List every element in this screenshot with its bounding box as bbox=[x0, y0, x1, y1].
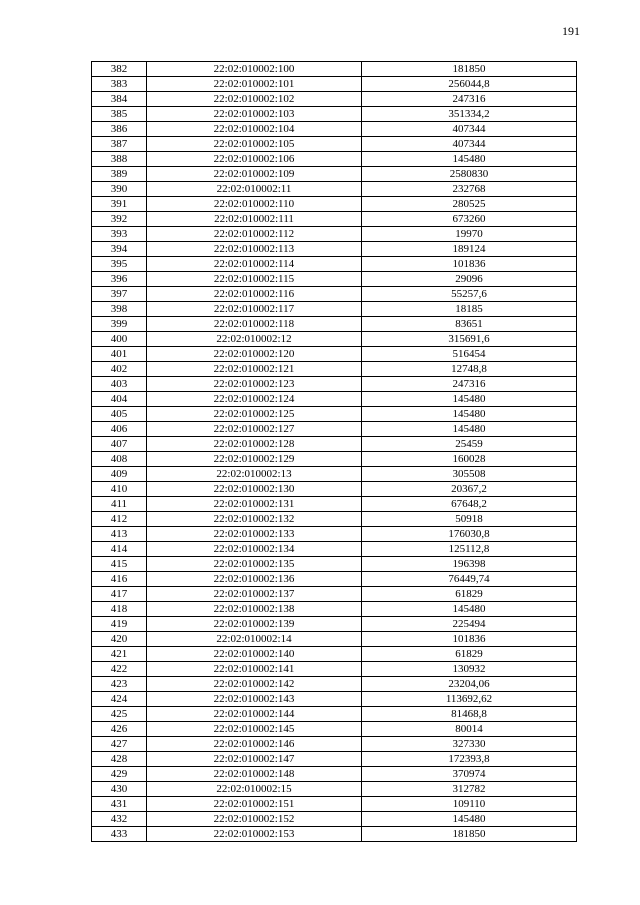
table-row bbox=[92, 167, 577, 182]
cadastral-number-cell: 22:02:010002:128 bbox=[147, 437, 362, 452]
cadastral-number-cell: 22:02:010002:142 bbox=[147, 677, 362, 692]
cadastral-number-cell: 22:02:010002:101 bbox=[147, 77, 362, 92]
table-row bbox=[92, 737, 577, 752]
value-cell: 61829 bbox=[362, 647, 577, 662]
table-row bbox=[92, 107, 577, 122]
row-number-cell: 419 bbox=[92, 617, 147, 632]
cadastral-number-cell: 22:02:010002:145 bbox=[147, 722, 362, 737]
cadastral-number-cell: 22:02:010002:14 bbox=[147, 632, 362, 647]
row-number-cell: 422 bbox=[92, 662, 147, 677]
cadastral-number-cell: 22:02:010002:124 bbox=[147, 392, 362, 407]
cadastral-number-cell: 22:02:010002:12 bbox=[147, 332, 362, 347]
row-number-cell: 390 bbox=[92, 182, 147, 197]
table-row bbox=[92, 557, 577, 572]
row-number-cell: 432 bbox=[92, 812, 147, 827]
value-cell: 176030,8 bbox=[362, 527, 577, 542]
row-number-cell: 404 bbox=[92, 392, 147, 407]
value-cell: 101836 bbox=[362, 632, 577, 647]
value-cell: 145480 bbox=[362, 422, 577, 437]
row-number-cell: 429 bbox=[92, 767, 147, 782]
value-cell: 12748,8 bbox=[362, 362, 577, 377]
value-cell: 370974 bbox=[362, 767, 577, 782]
row-number-cell: 392 bbox=[92, 212, 147, 227]
cadastral-number-cell: 22:02:010002:13 bbox=[147, 467, 362, 482]
row-number-cell: 399 bbox=[92, 317, 147, 332]
value-cell: 145480 bbox=[362, 392, 577, 407]
table-row bbox=[92, 407, 577, 422]
cadastral-number-cell: 22:02:010002:133 bbox=[147, 527, 362, 542]
value-cell: 20367,2 bbox=[362, 482, 577, 497]
table-row bbox=[92, 707, 577, 722]
value-cell: 125112,8 bbox=[362, 542, 577, 557]
cadastral-number-cell: 22:02:010002:151 bbox=[147, 797, 362, 812]
row-number-cell: 391 bbox=[92, 197, 147, 212]
row-number-cell: 388 bbox=[92, 152, 147, 167]
table-row bbox=[92, 122, 577, 137]
table-row bbox=[92, 767, 577, 782]
cadastral-table bbox=[91, 61, 577, 842]
value-cell: 67648,2 bbox=[362, 497, 577, 512]
value-cell: 145480 bbox=[362, 152, 577, 167]
row-number-cell: 416 bbox=[92, 572, 147, 587]
table-row bbox=[92, 347, 577, 362]
cadastral-number-cell: 22:02:010002:104 bbox=[147, 122, 362, 137]
table-row bbox=[92, 692, 577, 707]
row-number-cell: 407 bbox=[92, 437, 147, 452]
row-number-cell: 411 bbox=[92, 497, 147, 512]
row-number-cell: 403 bbox=[92, 377, 147, 392]
value-cell: 113692,62 bbox=[362, 692, 577, 707]
value-cell: 516454 bbox=[362, 347, 577, 362]
value-cell: 23204,06 bbox=[362, 677, 577, 692]
row-number-cell: 401 bbox=[92, 347, 147, 362]
cadastral-number-cell: 22:02:010002:148 bbox=[147, 767, 362, 782]
table-row bbox=[92, 527, 577, 542]
value-cell: 160028 bbox=[362, 452, 577, 467]
cadastral-number-cell: 22:02:010002:123 bbox=[147, 377, 362, 392]
row-number-cell: 405 bbox=[92, 407, 147, 422]
value-cell: 172393,8 bbox=[362, 752, 577, 767]
cadastral-number-cell: 22:02:010002:116 bbox=[147, 287, 362, 302]
value-cell: 29096 bbox=[362, 272, 577, 287]
row-number-cell: 427 bbox=[92, 737, 147, 752]
value-cell: 181850 bbox=[362, 827, 577, 842]
table-row bbox=[92, 422, 577, 437]
table-row bbox=[92, 662, 577, 677]
cadastral-number-cell: 22:02:010002:11 bbox=[147, 182, 362, 197]
table-row bbox=[92, 182, 577, 197]
value-cell: 225494 bbox=[362, 617, 577, 632]
table-row bbox=[92, 602, 577, 617]
row-number-cell: 410 bbox=[92, 482, 147, 497]
cadastral-number-cell: 22:02:010002:125 bbox=[147, 407, 362, 422]
cadastral-number-cell: 22:02:010002:117 bbox=[147, 302, 362, 317]
table-row bbox=[92, 302, 577, 317]
row-number-cell: 431 bbox=[92, 797, 147, 812]
cadastral-number-cell: 22:02:010002:114 bbox=[147, 257, 362, 272]
row-number-cell: 421 bbox=[92, 647, 147, 662]
row-number-cell: 400 bbox=[92, 332, 147, 347]
value-cell: 145480 bbox=[362, 602, 577, 617]
value-cell: 130932 bbox=[362, 662, 577, 677]
cadastral-number-cell: 22:02:010002:143 bbox=[147, 692, 362, 707]
value-cell: 407344 bbox=[362, 122, 577, 137]
cadastral-number-cell: 22:02:010002:136 bbox=[147, 572, 362, 587]
cadastral-number-cell: 22:02:010002:121 bbox=[147, 362, 362, 377]
value-cell: 109110 bbox=[362, 797, 577, 812]
value-cell: 80014 bbox=[362, 722, 577, 737]
value-cell: 55257,6 bbox=[362, 287, 577, 302]
table-row bbox=[92, 317, 577, 332]
row-number-cell: 426 bbox=[92, 722, 147, 737]
table-row bbox=[92, 197, 577, 212]
cadastral-number-cell: 22:02:010002:137 bbox=[147, 587, 362, 602]
table-row bbox=[92, 332, 577, 347]
cadastral-number-cell: 22:02:010002:153 bbox=[147, 827, 362, 842]
table-row bbox=[92, 137, 577, 152]
row-number-cell: 383 bbox=[92, 77, 147, 92]
cadastral-number-cell: 22:02:010002:139 bbox=[147, 617, 362, 632]
page-number: 191 bbox=[562, 24, 580, 38]
table-row bbox=[92, 542, 577, 557]
cadastral-number-cell: 22:02:010002:152 bbox=[147, 812, 362, 827]
table-row bbox=[92, 587, 577, 602]
value-cell: 101836 bbox=[362, 257, 577, 272]
table-row bbox=[92, 287, 577, 302]
cadastral-number-cell: 22:02:010002:102 bbox=[147, 92, 362, 107]
cadastral-number-cell: 22:02:010002:105 bbox=[147, 137, 362, 152]
row-number-cell: 425 bbox=[92, 707, 147, 722]
value-cell: 315691,6 bbox=[362, 332, 577, 347]
value-cell: 196398 bbox=[362, 557, 577, 572]
table-row bbox=[92, 812, 577, 827]
cadastral-number-cell: 22:02:010002:118 bbox=[147, 317, 362, 332]
table-row bbox=[92, 437, 577, 452]
value-cell: 305508 bbox=[362, 467, 577, 482]
table-row bbox=[92, 467, 577, 482]
row-number-cell: 408 bbox=[92, 452, 147, 467]
row-number-cell: 387 bbox=[92, 137, 147, 152]
row-number-cell: 413 bbox=[92, 527, 147, 542]
value-cell: 673260 bbox=[362, 212, 577, 227]
table-row bbox=[92, 257, 577, 272]
table-row bbox=[92, 722, 577, 737]
cadastral-number-cell: 22:02:010002:130 bbox=[147, 482, 362, 497]
value-cell: 181850 bbox=[362, 62, 577, 77]
table-row bbox=[92, 152, 577, 167]
cadastral-number-cell: 22:02:010002:141 bbox=[147, 662, 362, 677]
row-number-cell: 415 bbox=[92, 557, 147, 572]
cadastral-number-cell: 22:02:010002:131 bbox=[147, 497, 362, 512]
cadastral-number-cell: 22:02:010002:100 bbox=[147, 62, 362, 77]
row-number-cell: 423 bbox=[92, 677, 147, 692]
cadastral-number-cell: 22:02:010002:106 bbox=[147, 152, 362, 167]
table-row bbox=[92, 797, 577, 812]
table-row bbox=[92, 92, 577, 107]
cadastral-number-cell: 22:02:010002:134 bbox=[147, 542, 362, 557]
value-cell: 25459 bbox=[362, 437, 577, 452]
table-row bbox=[92, 512, 577, 527]
cadastral-number-cell: 22:02:010002:129 bbox=[147, 452, 362, 467]
table-row bbox=[92, 362, 577, 377]
value-cell: 407344 bbox=[362, 137, 577, 152]
value-cell: 145480 bbox=[362, 812, 577, 827]
cadastral-number-cell: 22:02:010002:138 bbox=[147, 602, 362, 617]
value-cell: 256044,8 bbox=[362, 77, 577, 92]
value-cell: 19970 bbox=[362, 227, 577, 242]
value-cell: 2580830 bbox=[362, 167, 577, 182]
value-cell: 232768 bbox=[362, 182, 577, 197]
row-number-cell: 382 bbox=[92, 62, 147, 77]
row-number-cell: 384 bbox=[92, 92, 147, 107]
cadastral-number-cell: 22:02:010002:147 bbox=[147, 752, 362, 767]
row-number-cell: 424 bbox=[92, 692, 147, 707]
row-number-cell: 397 bbox=[92, 287, 147, 302]
row-number-cell: 433 bbox=[92, 827, 147, 842]
value-cell: 247316 bbox=[362, 92, 577, 107]
row-number-cell: 430 bbox=[92, 782, 147, 797]
table-row bbox=[92, 572, 577, 587]
table-row bbox=[92, 482, 577, 497]
value-cell: 50918 bbox=[362, 512, 577, 527]
cadastral-number-cell: 22:02:010002:132 bbox=[147, 512, 362, 527]
value-cell: 18185 bbox=[362, 302, 577, 317]
value-cell: 312782 bbox=[362, 782, 577, 797]
cadastral-number-cell: 22:02:010002:127 bbox=[147, 422, 362, 437]
table-row bbox=[92, 452, 577, 467]
table-row bbox=[92, 77, 577, 92]
cadastral-number-cell: 22:02:010002:110 bbox=[147, 197, 362, 212]
row-number-cell: 428 bbox=[92, 752, 147, 767]
row-number-cell: 417 bbox=[92, 587, 147, 602]
table-row bbox=[92, 227, 577, 242]
row-number-cell: 418 bbox=[92, 602, 147, 617]
table-row bbox=[92, 632, 577, 647]
value-cell: 351334,2 bbox=[362, 107, 577, 122]
row-number-cell: 395 bbox=[92, 257, 147, 272]
row-number-cell: 385 bbox=[92, 107, 147, 122]
value-cell: 247316 bbox=[362, 377, 577, 392]
cadastral-number-cell: 22:02:010002:144 bbox=[147, 707, 362, 722]
cadastral-number-cell: 22:02:010002:15 bbox=[147, 782, 362, 797]
row-number-cell: 394 bbox=[92, 242, 147, 257]
value-cell: 83651 bbox=[362, 317, 577, 332]
value-cell: 76449,74 bbox=[362, 572, 577, 587]
table-row bbox=[92, 827, 577, 842]
row-number-cell: 389 bbox=[92, 167, 147, 182]
row-number-cell: 420 bbox=[92, 632, 147, 647]
table-row bbox=[92, 677, 577, 692]
row-number-cell: 398 bbox=[92, 302, 147, 317]
row-number-cell: 393 bbox=[92, 227, 147, 242]
table-row bbox=[92, 212, 577, 227]
table-row bbox=[92, 752, 577, 767]
row-number-cell: 406 bbox=[92, 422, 147, 437]
row-number-cell: 409 bbox=[92, 467, 147, 482]
row-number-cell: 412 bbox=[92, 512, 147, 527]
cadastral-number-cell: 22:02:010002:115 bbox=[147, 272, 362, 287]
row-number-cell: 414 bbox=[92, 542, 147, 557]
value-cell: 145480 bbox=[362, 407, 577, 422]
cadastral-number-cell: 22:02:010002:140 bbox=[147, 647, 362, 662]
cadastral-number-cell: 22:02:010002:146 bbox=[147, 737, 362, 752]
cadastral-number-cell: 22:02:010002:103 bbox=[147, 107, 362, 122]
cadastral-number-cell: 22:02:010002:113 bbox=[147, 242, 362, 257]
table-body bbox=[92, 62, 577, 842]
row-number-cell: 386 bbox=[92, 122, 147, 137]
table-row bbox=[92, 272, 577, 287]
table-row bbox=[92, 647, 577, 662]
value-cell: 280525 bbox=[362, 197, 577, 212]
value-cell: 327330 bbox=[362, 737, 577, 752]
row-number-cell: 402 bbox=[92, 362, 147, 377]
table-row bbox=[92, 782, 577, 797]
table-row bbox=[92, 392, 577, 407]
cadastral-number-cell: 22:02:010002:112 bbox=[147, 227, 362, 242]
table-row bbox=[92, 62, 577, 77]
table-row bbox=[92, 242, 577, 257]
cadastral-number-cell: 22:02:010002:111 bbox=[147, 212, 362, 227]
value-cell: 81468,8 bbox=[362, 707, 577, 722]
table-row bbox=[92, 497, 577, 512]
value-cell: 61829 bbox=[362, 587, 577, 602]
cadastral-number-cell: 22:02:010002:109 bbox=[147, 167, 362, 182]
cadastral-number-cell: 22:02:010002:135 bbox=[147, 557, 362, 572]
value-cell: 189124 bbox=[362, 242, 577, 257]
table-row bbox=[92, 617, 577, 632]
row-number-cell: 396 bbox=[92, 272, 147, 287]
cadastral-number-cell: 22:02:010002:120 bbox=[147, 347, 362, 362]
table-row bbox=[92, 377, 577, 392]
